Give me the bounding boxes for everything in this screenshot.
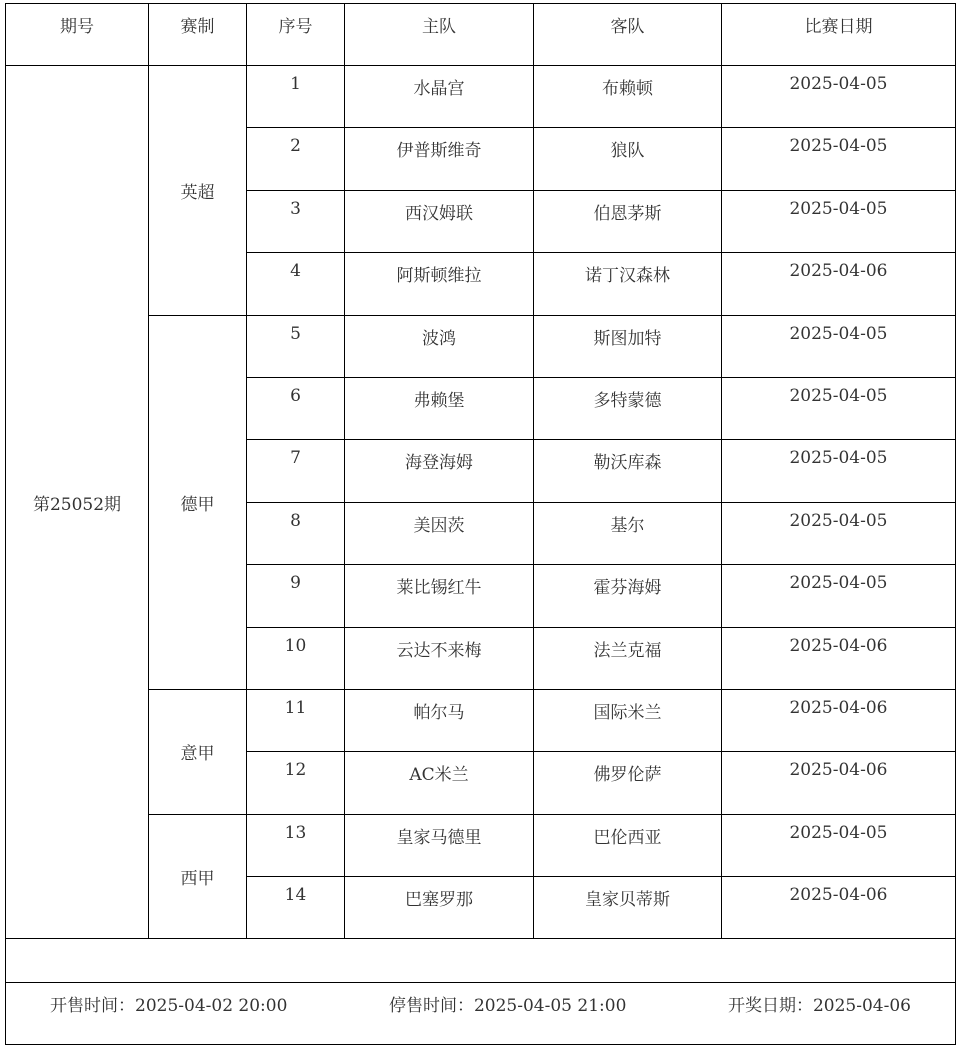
match-date-cell: 2025-04-05 [722, 128, 956, 190]
match-number-cell: 3 [247, 190, 345, 252]
match-date-cell: 2025-04-06 [722, 627, 956, 689]
league-cell: 英超 [149, 66, 247, 316]
sale-stop-time: 停售时间：2025-04-05 21:00 [388, 996, 627, 1017]
sale-info-cell [6, 983, 956, 1045]
home-team-cell: 帕尔马 [345, 689, 534, 751]
league-cell: 意甲 [149, 689, 247, 814]
away-team-cell: 斯图加特 [534, 315, 722, 377]
issue-cell: 第25052期 [6, 66, 149, 939]
away-team-cell: 诺丁汉森林 [534, 253, 722, 315]
blank-cell [6, 939, 956, 983]
match-date-cell: 2025-04-05 [722, 440, 956, 502]
table-row [6, 814, 956, 876]
match-date-cell: 2025-04-06 [722, 752, 956, 814]
away-team-cell: 法兰克福 [534, 627, 722, 689]
away-team-cell: 伯恩茅斯 [534, 190, 722, 252]
match-date-cell: 2025-04-05 [722, 377, 956, 439]
match-number-cell: 1 [247, 66, 345, 128]
home-team-cell: 波鸿 [345, 315, 534, 377]
table-body [6, 66, 956, 1045]
blank-row [6, 939, 956, 983]
away-team-cell: 多特蒙德 [534, 377, 722, 439]
match-number-cell: 4 [247, 253, 345, 315]
home-team-cell: 云达不来梅 [345, 627, 534, 689]
draw-date: 开奖日期：2025-04-06 [727, 996, 911, 1017]
sale-info-row [6, 983, 956, 1045]
match-date-cell: 2025-04-05 [722, 315, 956, 377]
match-date-cell: 2025-04-06 [722, 253, 956, 315]
home-team-cell: 莱比锡红牛 [345, 565, 534, 627]
match-date-cell: 2025-04-05 [722, 565, 956, 627]
match-date-cell: 2025-04-06 [722, 689, 956, 751]
match-number-cell: 13 [247, 814, 345, 876]
header-issue: 期号 [6, 4, 149, 66]
match-number-cell: 10 [247, 627, 345, 689]
home-team-cell: 海登海姆 [345, 440, 534, 502]
match-date-cell: 2025-04-05 [722, 814, 956, 876]
match-number-cell: 5 [247, 315, 345, 377]
match-date-cell: 2025-04-05 [722, 502, 956, 564]
home-team-cell: 伊普斯维奇 [345, 128, 534, 190]
away-team-cell: 皇家贝蒂斯 [534, 877, 722, 939]
home-team-cell: 水晶宫 [345, 66, 534, 128]
home-team-cell: 美因茨 [345, 502, 534, 564]
away-team-cell: 巴伦西亚 [534, 814, 722, 876]
table-row [6, 315, 956, 377]
home-team-cell: 弗赖堡 [345, 377, 534, 439]
match-number-cell: 9 [247, 565, 345, 627]
match-number-cell: 8 [247, 502, 345, 564]
away-team-cell: 布赖顿 [534, 66, 722, 128]
home-team-cell: 巴塞罗那 [345, 877, 534, 939]
match-schedule-table [5, 3, 956, 1045]
home-team-cell: AC米兰 [345, 752, 534, 814]
sale-info-line [6, 991, 955, 1016]
match-number-cell: 6 [247, 377, 345, 439]
table-header-row [6, 4, 956, 66]
away-team-cell: 国际米兰 [534, 689, 722, 751]
match-number-cell: 12 [247, 752, 345, 814]
match-number-cell: 11 [247, 689, 345, 751]
header-home-team: 主队 [345, 4, 534, 66]
away-team-cell: 勒沃库森 [534, 440, 722, 502]
away-team-cell: 狼队 [534, 128, 722, 190]
match-number-cell: 2 [247, 128, 345, 190]
header-away-team: 客队 [534, 4, 722, 66]
match-date-cell: 2025-04-05 [722, 66, 956, 128]
match-date-cell: 2025-04-05 [722, 190, 956, 252]
match-number-cell: 7 [247, 440, 345, 502]
away-team-cell: 佛罗伦萨 [534, 752, 722, 814]
league-cell: 西甲 [149, 814, 247, 939]
home-team-cell: 皇家马德里 [345, 814, 534, 876]
league-cell: 德甲 [149, 315, 247, 689]
table-row [6, 66, 956, 128]
header-match-date: 比赛日期 [722, 4, 956, 66]
away-team-cell: 基尔 [534, 502, 722, 564]
table-row [6, 689, 956, 751]
cutoff-text-fragment [18, 1046, 678, 1052]
away-team-cell: 霍芬海姆 [534, 565, 722, 627]
match-number-cell: 14 [247, 877, 345, 939]
header-number: 序号 [247, 4, 345, 66]
sale-start-time: 开售时间：2025-04-02 20:00 [50, 996, 288, 1017]
header-league: 赛制 [149, 4, 247, 66]
home-team-cell: 西汉姆联 [345, 190, 534, 252]
match-date-cell: 2025-04-06 [722, 877, 956, 939]
home-team-cell: 阿斯顿维拉 [345, 253, 534, 315]
